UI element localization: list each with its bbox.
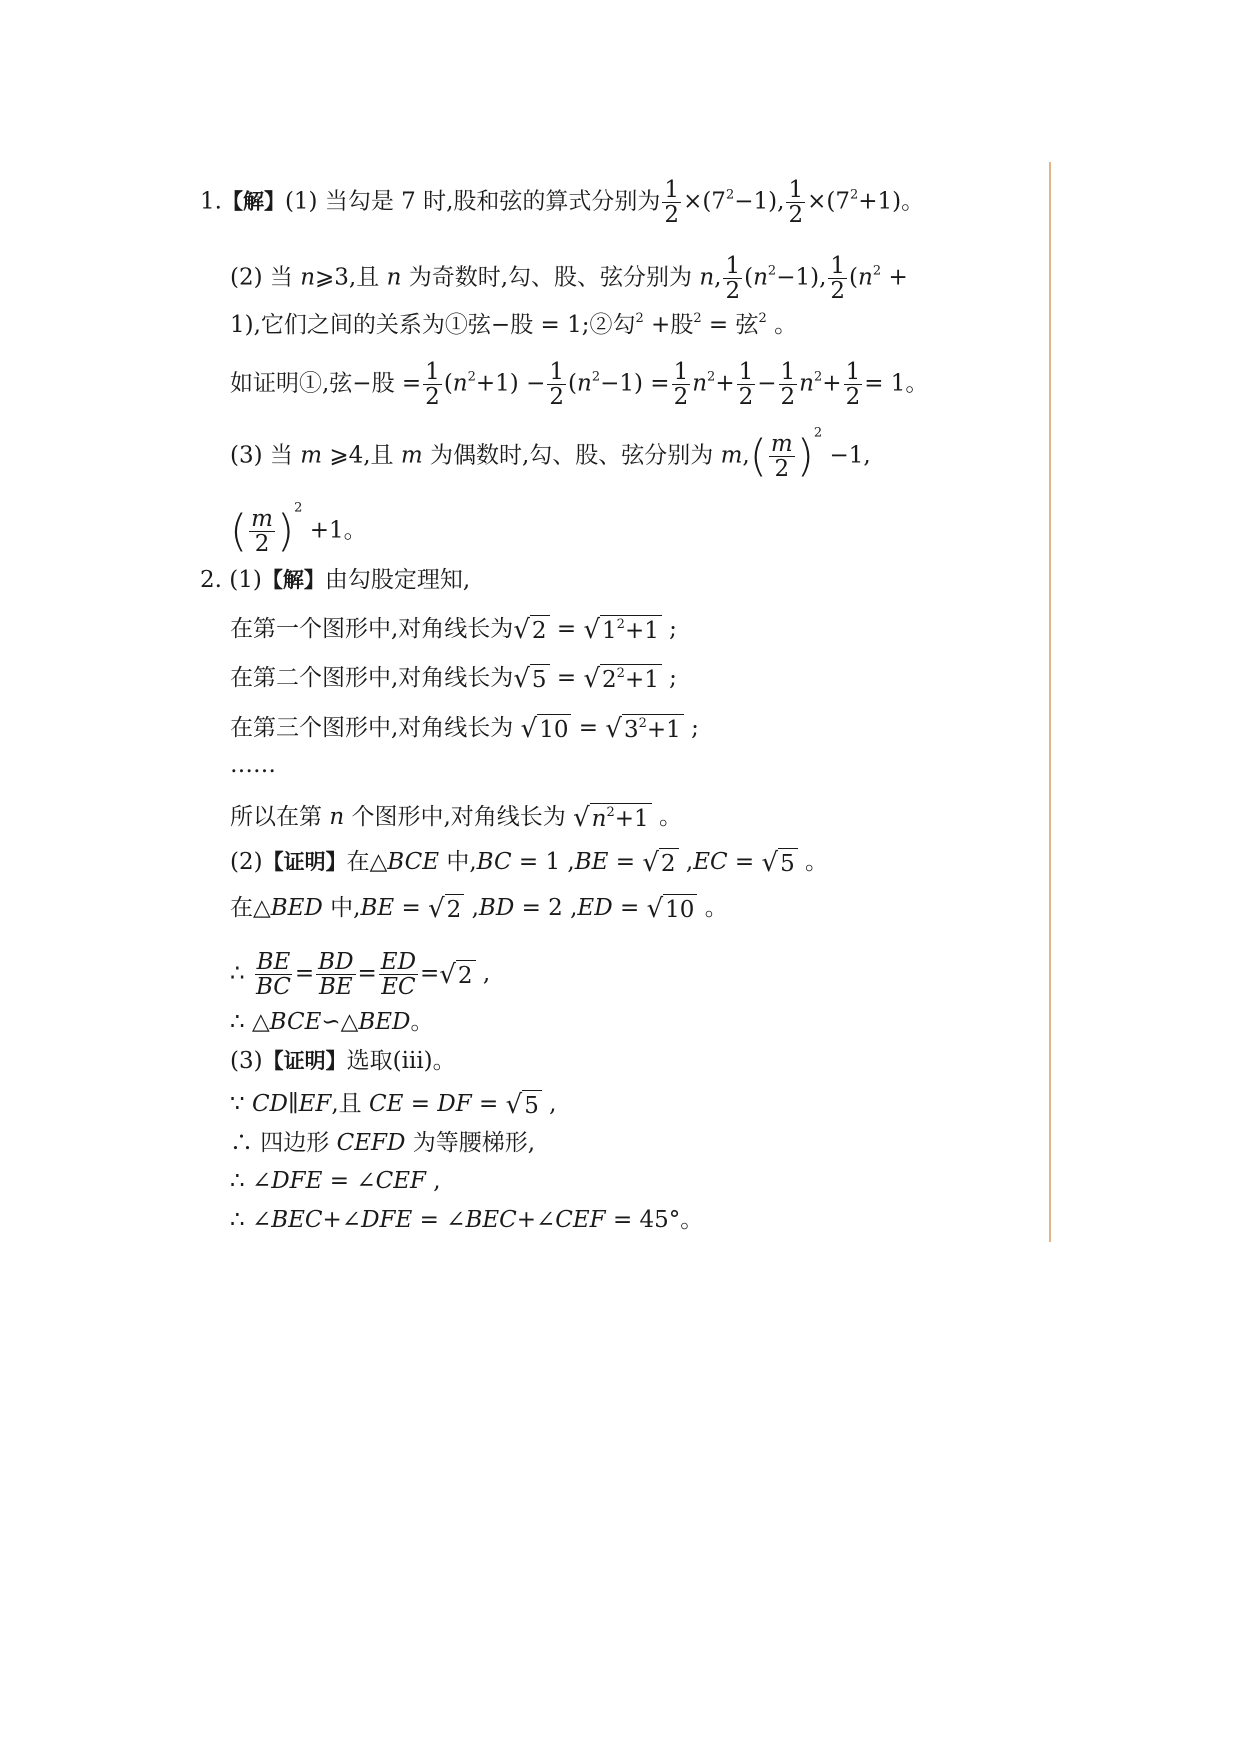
radicand-rest: +1 — [624, 618, 659, 644]
radical-sign: √ — [583, 664, 601, 694]
p2-text: ∴ 四边形 — [230, 1130, 337, 1156]
denominator: BE — [318, 974, 353, 1000]
p1-text: ×(7 — [683, 188, 726, 215]
var: BCE — [269, 1009, 322, 1035]
p2-text: ∴ — [230, 960, 252, 987]
p1-text: 1),它们之间的关系为①弦−股 = 1;②勾 — [230, 312, 636, 338]
exponent: 2 — [635, 311, 644, 326]
var: n — [799, 370, 814, 397]
exponent: 2 — [758, 311, 767, 326]
numerator: 1 — [725, 253, 741, 279]
p2-part2-line-2 — [230, 893, 728, 924]
fraction — [547, 360, 566, 409]
radicand — [622, 714, 684, 744]
var: BED — [358, 1009, 411, 1035]
p2-text: , — [425, 1168, 441, 1194]
sqrt — [428, 894, 464, 924]
fraction — [779, 360, 798, 409]
exponent: 2 — [467, 369, 476, 385]
var: n — [692, 370, 708, 397]
p2-text: ,且 — [331, 1091, 369, 1117]
proof-tag: 【证明】 — [262, 850, 347, 874]
var: n — [753, 264, 768, 291]
p2-text: = ∠ — [322, 1168, 376, 1194]
p2-text: +∠ — [516, 1207, 556, 1233]
p1-text: −1, — [822, 442, 871, 469]
var: n — [577, 370, 592, 397]
sqrt — [583, 664, 661, 694]
radical-sign: √ — [646, 894, 664, 924]
p1-text: 。 — [766, 312, 798, 338]
exponent: 2 — [591, 369, 601, 385]
p1-text: ⩾3,且 — [315, 264, 387, 291]
p2-text: = — [403, 1091, 438, 1117]
p2-text: ∴ ∠ — [230, 1207, 272, 1233]
radicand-rest: +1 — [624, 667, 659, 693]
radicand: 5 — [530, 664, 550, 694]
numerator: 1 — [738, 359, 754, 385]
fraction — [254, 950, 293, 999]
radicand: 2 — [445, 894, 465, 924]
radical-sign: √ — [605, 714, 622, 744]
p2-text: 。 — [797, 849, 829, 875]
p1-text: −1), — [734, 188, 785, 215]
sqrt — [439, 960, 475, 990]
var: CEFD — [336, 1130, 406, 1156]
p2-text: = — [420, 960, 440, 987]
exponent: 2 — [725, 187, 735, 203]
numerator: BD — [318, 949, 354, 975]
p2-part3-line-3 — [230, 1128, 535, 1158]
p2-text: 在△ — [230, 895, 271, 921]
p2-text: = — [294, 960, 315, 987]
p2-text: 由勾股定理知, — [324, 567, 471, 593]
radicand-base: n — [591, 806, 607, 832]
denominator: 2 — [780, 384, 796, 410]
p2-text: 在第一个图形中,对角线长为 — [230, 616, 514, 642]
var: n — [452, 370, 468, 397]
p1-text: (1) 当勾是 7 时,股和弦的算式分别为 — [284, 188, 661, 215]
p2-part2-line-4 — [230, 1007, 433, 1037]
var: BC — [476, 849, 512, 875]
fraction — [844, 360, 863, 409]
p2-text: (2) — [230, 849, 263, 875]
fraction — [423, 360, 442, 409]
p2-row-1 — [230, 614, 677, 645]
var: DFE — [361, 1207, 413, 1233]
p1-text: ( — [849, 264, 859, 291]
sqrt — [513, 615, 549, 645]
p1-text: = 1。 — [864, 370, 929, 397]
exponent: 2 — [849, 187, 859, 203]
exponent: 2 — [872, 263, 882, 279]
p2-text: ; — [661, 665, 677, 691]
var: DF — [437, 1091, 472, 1117]
p2-heading — [200, 565, 470, 595]
numerator: 1 — [780, 359, 796, 385]
paren-right: ) — [796, 430, 814, 482]
exponent: 2 — [767, 263, 777, 279]
p1-number: 1. — [200, 188, 222, 215]
denominator: 2 — [830, 278, 846, 304]
p1-text: = 弦 — [701, 312, 759, 338]
sqrt — [513, 664, 549, 694]
radicand: 10 — [663, 894, 697, 924]
p1-text: (3) 当 — [230, 442, 301, 469]
denominator: 2 — [549, 384, 565, 410]
var: BCE — [387, 849, 440, 875]
fraction — [723, 254, 742, 303]
p2-text: = — [357, 960, 377, 987]
p2-row-3 — [230, 713, 699, 744]
sqrt — [605, 714, 683, 744]
sqrt — [761, 848, 797, 878]
radical-sign: √ — [642, 848, 659, 878]
p2-text: 。 — [410, 1009, 434, 1035]
p1-text: +1) − — [475, 370, 546, 397]
fraction — [316, 950, 355, 999]
sqrt — [506, 1090, 542, 1120]
numerator: 1 — [425, 359, 440, 385]
exponent: 2 — [606, 805, 615, 820]
p1-text: +股 — [643, 312, 694, 338]
p2-text: 为等腰梯形, — [405, 1130, 536, 1156]
p2-text: ∴ ∠ — [230, 1168, 272, 1194]
var: m — [400, 442, 423, 469]
sqrt — [647, 894, 698, 924]
exponent: 2 — [693, 311, 702, 326]
p1-text: + — [822, 370, 842, 397]
p2-text: 选取(ⅲ)。 — [346, 1048, 456, 1074]
radical-sign: √ — [573, 803, 590, 833]
var: n — [386, 264, 402, 291]
p1-text: +1)。 — [858, 188, 925, 215]
radicand: 10 — [537, 714, 571, 744]
fraction — [662, 178, 681, 227]
var: n — [300, 264, 316, 291]
p2-text: ∴ △ — [230, 1009, 270, 1035]
denominator: EC — [381, 974, 416, 1000]
p2-text: = — [471, 1091, 506, 1117]
p2-text: , — [475, 960, 491, 987]
p1-text: , — [714, 264, 722, 291]
exponent: 2 — [814, 369, 823, 385]
radical-sign: √ — [428, 894, 445, 924]
radicand — [590, 803, 652, 833]
radicand-rest: +1 — [614, 806, 649, 832]
numerator: 1 — [549, 359, 565, 385]
var: m — [300, 442, 323, 469]
exponent: 2 — [616, 617, 625, 632]
radicand: 2 — [530, 615, 550, 645]
p1-text: ( — [568, 370, 577, 397]
sqrt — [642, 848, 678, 878]
numerator: 1 — [845, 359, 861, 385]
denominator: 2 — [673, 384, 689, 410]
p2-row-2 — [230, 663, 677, 694]
var: CEF — [375, 1168, 426, 1194]
radical-sign: √ — [513, 615, 530, 645]
p2-text: ∽△ — [321, 1009, 359, 1035]
p2-text: = — [727, 849, 762, 875]
p2-part3-line-2 — [230, 1089, 556, 1120]
p2-ellipsis — [230, 750, 276, 780]
p2-text: , — [678, 849, 694, 875]
radical-sign: √ — [439, 959, 456, 990]
denominator: 2 — [788, 202, 804, 228]
p2-text: ; — [661, 616, 677, 642]
exponent: 2 — [707, 369, 716, 385]
p1-text: −1), — [776, 264, 827, 291]
p1-text: ⩾4,且 — [322, 442, 401, 469]
var: CD — [251, 1091, 288, 1117]
var: BE — [360, 895, 395, 921]
p1-text: 为偶数时,勾、股、弦分别为 — [422, 442, 721, 469]
var: n — [858, 264, 873, 291]
radicand — [600, 615, 662, 645]
denominator: 2 — [774, 456, 790, 482]
p2-text: = — [571, 715, 606, 741]
fraction — [672, 360, 691, 409]
paren-left: ( — [230, 505, 248, 557]
numerator: BE — [256, 949, 291, 975]
sqrt — [573, 803, 652, 833]
p2-number: 2. (1) — [200, 567, 262, 593]
p1-line-2 — [230, 254, 908, 303]
p1-line-5 — [230, 425, 871, 482]
p1-text: + — [881, 264, 908, 291]
exponent: 2 — [616, 666, 625, 681]
var: BE — [574, 849, 609, 875]
numerator: 1 — [830, 253, 846, 279]
p1-text: +1。 — [302, 517, 367, 544]
ellipsis: …… — [230, 752, 276, 778]
p1-line-3 — [230, 310, 797, 340]
fraction — [828, 254, 847, 303]
var: n — [329, 804, 345, 830]
margin-rule — [1049, 162, 1051, 1242]
numerator: 1 — [788, 177, 804, 203]
radicand-base: 1 — [602, 618, 617, 644]
radical-sign: √ — [583, 615, 601, 645]
numerator: m — [770, 431, 793, 457]
p2-part2-line-3 — [230, 950, 490, 999]
var: EF — [298, 1091, 332, 1117]
var: BD — [478, 895, 515, 921]
p2-row-4 — [230, 802, 682, 833]
p2-text: 在第二个图形中,对角线长为 — [230, 665, 514, 691]
denominator: 2 — [254, 531, 270, 557]
p1-text: , — [742, 442, 750, 469]
radicand-base: 3 — [623, 717, 639, 743]
p2-text: = ∠ — [412, 1207, 466, 1233]
radicand: 2 — [456, 960, 476, 990]
p1-line-6 — [230, 500, 367, 557]
radicand-rest: +1 — [646, 717, 681, 743]
p2-part3-line-1 — [230, 1046, 456, 1076]
p2-solution-tag: 【解】 — [261, 568, 325, 592]
sqrt — [521, 714, 572, 744]
denominator: 2 — [425, 384, 440, 410]
var: m — [720, 442, 743, 469]
p2-text: 中, — [439, 849, 477, 875]
exponent: 2 — [813, 425, 823, 441]
p2-text: 在△ — [346, 849, 388, 875]
denominator: 2 — [738, 384, 754, 410]
p2-text: 在第三个图形中,对角线长为 — [230, 715, 521, 741]
radicand: 5 — [778, 848, 798, 878]
radicand: 2 — [659, 848, 679, 878]
var: ED — [577, 895, 613, 921]
numerator: ED — [380, 949, 417, 975]
denominator: 2 — [664, 202, 680, 228]
var: BEC — [271, 1207, 323, 1233]
radicand — [600, 664, 662, 694]
numerator: m — [251, 506, 273, 532]
exponent: 2 — [638, 716, 647, 731]
p2-text: 中, — [322, 895, 361, 921]
p1-line-4 — [230, 360, 928, 409]
var: BEC — [465, 1207, 517, 1233]
p1-text: ( — [443, 370, 453, 397]
parallel-symbol: ∥ — [288, 1091, 299, 1117]
p1-text: ×(7 — [807, 188, 850, 215]
fraction — [786, 178, 805, 227]
p1-solution-tag: 【解】 — [221, 189, 285, 214]
fraction — [379, 950, 418, 999]
p2-text: , — [541, 1091, 557, 1117]
var: DFE — [271, 1168, 323, 1194]
var: CE — [369, 1091, 404, 1117]
p2-text: , — [464, 895, 479, 921]
fraction — [249, 507, 275, 556]
p2-text: = — [394, 895, 429, 921]
fraction — [737, 360, 756, 409]
p2-part2-line-1 — [230, 847, 828, 878]
radicand-base: 2 — [602, 667, 617, 693]
p1-text: 如证明①,弦−股 = — [230, 370, 422, 397]
p1-text: + — [715, 370, 735, 397]
radical-sign: √ — [520, 714, 538, 744]
p2-text: 。 — [697, 895, 728, 921]
p2-text: 。 — [651, 804, 682, 830]
p2-text: = — [612, 895, 647, 921]
radical-sign: √ — [761, 848, 779, 878]
p2-text: ; — [683, 715, 699, 741]
radical-sign: √ — [505, 1090, 523, 1120]
radical-sign: √ — [513, 664, 530, 694]
var: EC — [693, 849, 728, 875]
p1-text: 为奇数时,勾、股、弦分别为 — [401, 264, 700, 291]
p2-part3-line-5 — [230, 1205, 703, 1235]
var: n — [699, 264, 715, 291]
p2-text: = — [608, 849, 643, 875]
numerator: 1 — [673, 359, 689, 385]
p2-text: = — [549, 616, 584, 642]
p2-text: = 1 , — [511, 849, 575, 875]
paren-left: ( — [749, 430, 767, 482]
numerator: 1 — [664, 177, 680, 203]
p1-text: (2) 当 — [230, 264, 301, 291]
p2-text: ∵ — [230, 1091, 252, 1117]
denominator: 2 — [845, 384, 861, 410]
fraction — [769, 432, 795, 481]
denominator: BC — [255, 974, 291, 1000]
p2-part3-line-4 — [230, 1166, 441, 1196]
sqrt — [583, 615, 661, 645]
exponent: 2 — [294, 500, 303, 516]
p1-text: −1) = — [600, 370, 670, 397]
p2-text: = — [549, 665, 584, 691]
p2-text: = 2 , — [514, 895, 578, 921]
var: BED — [270, 895, 323, 921]
p2-text: +∠ — [322, 1207, 362, 1233]
denominator: 2 — [725, 278, 741, 304]
p1-text: ( — [744, 264, 754, 291]
var: CEF — [555, 1207, 606, 1233]
p1-text: − — [757, 370, 777, 397]
p2-text: 个图形中,对角线长为 — [344, 804, 574, 830]
radicand: 5 — [522, 1090, 542, 1120]
paren-right: ) — [276, 505, 295, 557]
p1-line-1 — [200, 178, 924, 227]
proof-tag: 【证明】 — [262, 1049, 347, 1073]
p2-text: = 45°。 — [605, 1207, 704, 1233]
p2-text: (3) — [230, 1048, 263, 1074]
p2-text: 所以在第 — [230, 804, 330, 830]
